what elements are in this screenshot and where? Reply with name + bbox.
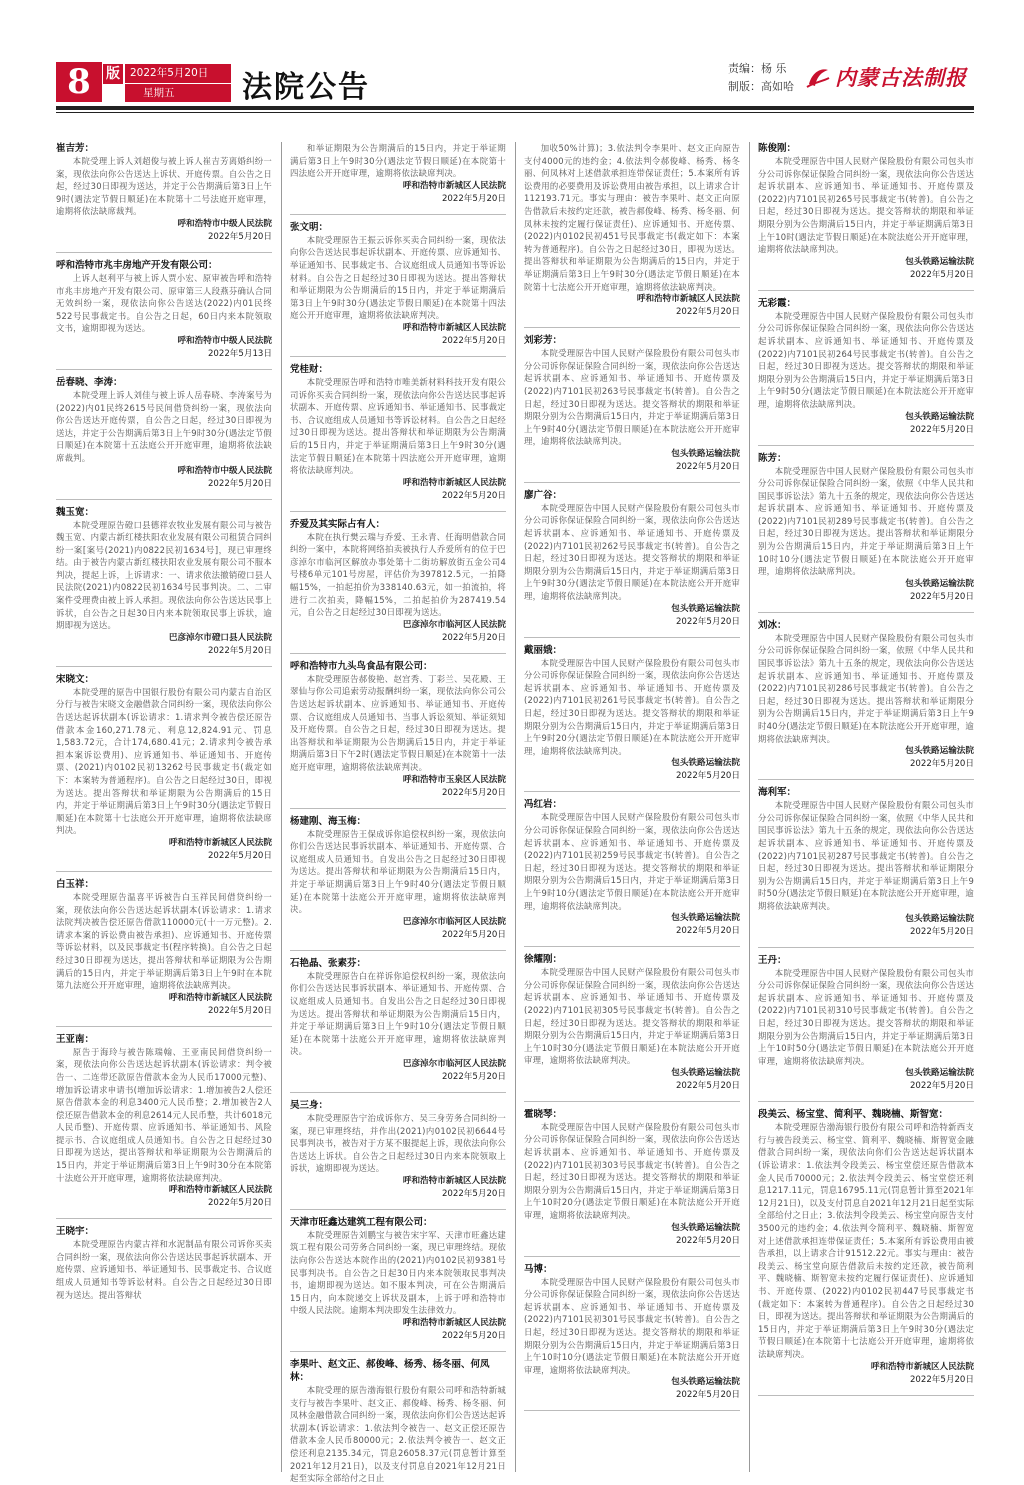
notice-body: 本院受理上诉人刘佳与被上诉人岳春晓、李涛案号为(2022)内01民终2615号民间借贷纠纷一案，现依法向你公告送达开庭传票，自公告之日起，经过30日即视为送达，并定于公告期满后第3日上午9时30分(遇法定节假日顺延)在本院第十五法庭公开开庭审理，逾期将依法缺席裁判。 xyxy=(56,389,272,463)
masthead-rule-thin xyxy=(56,112,974,113)
notice-separator xyxy=(290,214,506,215)
court-notice xyxy=(290,815,506,942)
notice-body: 本院受理的原告中国银行股份有限公司内蒙古自治区分行与被告宋晓文金融借款合同纠纷一案，现依法向你公告送达起诉状副本(诉讼请求：1.请求判令被告偿还原告借款本金160,271.78元、利息12,824.91元、罚息1,583.72元，合计174,680.41元；2.请求判令被告承担本案诉讼费用)、应诉通知书、举证通知书、开庭传票、(2021)内0102民初13262号民事裁定书(裁定如下：本案转为普通程序)。自公告之日起经过30日，即视为送达。提出答辩状和举证期限为公告期满后的15日内，并定于举证期满后第3日上午9时30分(遇法定节假日顺延)在本院第十七法庭公开开庭审理，逾期将依法缺席判决。 xyxy=(56,686,272,836)
notice-date: 2022年5月20日 xyxy=(909,1374,974,1385)
notice-court-name: 包头铁路运输法院 xyxy=(671,1377,740,1388)
notice-date: 2022年5月20日 xyxy=(207,478,272,489)
court-notice xyxy=(524,1263,740,1403)
notice-addressee: 戴丽娥： xyxy=(524,644,563,656)
notice-addressee: 段美云、杨宝堂、简利平、魏晓楠、斯智宽： xyxy=(758,1109,949,1121)
notice-court-name: 巴彦淖尔市临河区人民法院 xyxy=(402,1058,506,1069)
notice-court-name: 呼和浩特市新城区人民法院 xyxy=(168,1185,272,1196)
notice-body: 本院受理原告中国人民财产保险股份有限公司包头市分公司诉你保证保险合同纠纷一案，现依法向你公告送达起诉状副本、应诉通知书、举证通知书、开庭传票及(2022)内7101民初303号民事裁定书(转普)。自公告之日起，经过30日即视为送达。提交答辩状的期限和举证期限分别为公告期满后15日内，并定于举证期满后第3日上午10时20分(遇法定节假日顺延)在本院法庭公开开庭审理，逾期将依法缺席判决。 xyxy=(524,1121,740,1221)
court-notice xyxy=(290,660,506,800)
notice-body: 本院受理原告中国人民财产保险股份有限公司包头市分公司诉你保证保险合同纠纷一案，依照《中华人民共和国民事诉讼法》第九十五条的规定，现依法向你公告送达起诉状副本、应诉通知书、举证通知书、开庭传票及(2022)内7101民初289号民事裁定书(转普)。自公告之日起，经过30日即视为送达。提出答辩状和举证期限分别为公告期满后15日内，并定于举证期满后第3日上午10时10分(遇法定节假日顺延)在本院法庭公开开庭审理，逾期将依法缺席判决。 xyxy=(758,465,974,577)
notice-body: 本院受理原告王保成诉你追偿权纠纷一案，现依法向你们公告送达民事诉状副本、举证通知书、开庭传票、合议庭组成人员通知书。自发出公告之日起经过30日即视为送达。提出答辩状和举证期限为公告期满后15日内，并定于举证期满后第3日上午9时40分(遇法定节假日顺延)在本院第十法庭公开开庭审理，逾期将依法缺席判决。 xyxy=(290,828,506,915)
notice-separator xyxy=(524,1101,740,1102)
notice-separator xyxy=(524,1410,740,1411)
notice-date: 2022年5月20日 xyxy=(909,759,974,770)
notice-body: 本院受理原告渤海银行股份有限公司呼和浩特新西支行与被告段美云、杨宝堂、简利平、魏晓楠、斯智宽金融借款合同纠纷一案，现依法向你们公告送达起诉状副本(诉讼请求：1.依法判令段美云、杨宝堂偿还原告借款本金人民币70000元；2.依法判令段美云、杨宝堂偿还利息1217.11元，罚息16795.11元(罚息暂计算至2021年12月21日)，以及支付罚息自2021年12月21日起至实际全部给付之日止；3.依法判令段美云、杨宝堂向原告支付3500元的违约金；4.依法判令简利平、魏晓楠、斯智宽对上述借款承担连带保证责任；5.本案所有诉讼费用由被告承担，以上请求合计91512.22元。事实与理由：被告段美云、杨宝堂向原告借款后未按约定还款，被告简利平、魏晓楠、斯智宽未按约定履行保证责任)、应诉通知书、开庭传票、(2022)内0102民初447号民事裁定书(裁定如下：本案转为普通程序)。自公告之日起经过30日，即视为送达。提出答辩状和举证期限为公告期满后的15日内，并定于举证期满后第3日上午9时30分(遇法定节假日顺延)在本院第十七法庭公开开庭审理，逾期将依法缺席判决。 xyxy=(758,1122,974,1359)
notice-date: 2022年5月20日 xyxy=(441,1331,506,1342)
notice-body: 本院受理原告刘鹏宝与被告宋宇军、天津市旺鑫达建筑工程有限公司劳务合同纠纷一案，现已审理终结。现依法向你公告送达本院作出的(2021)内0102民初9381号民事判决书。自公告之日起30日内来本院领取民事判决书，逾期即视为送达。如不服本判决，可在公告期满后15日内，向本院递交上诉状及副本，上诉于呼和浩特市中级人民法院。逾期本判决即发生法律效力。 xyxy=(290,1229,506,1316)
court-notice xyxy=(56,259,272,361)
notice-court-name: 包头铁路运输法院 xyxy=(671,913,740,924)
notice-addressee: 徐耀刚： xyxy=(524,954,563,966)
notice-separator xyxy=(290,1092,506,1093)
notice-court-name: 包头铁路运输法院 xyxy=(905,578,974,589)
notice-body: 本院受理原告中国人民财产保险股份有限公司包头市分公司诉你保证保险合同纠纷一案，现依法向你公告送达起诉状副本、应诉通知书、举证通知书、开庭传票及(2022)内7101民初305号民事裁定书(转普)。自公告之日起，经过30日即视为送达。提交答辩状的期限和举证期限分别为公告期满后15日内，并定于举证期满后第3日上午10时30分(遇法定节假日顺延)在本院法庭公开开庭审理，逾期将依法缺席判决。 xyxy=(524,967,740,1066)
notice-addressee: 魏玉宽： xyxy=(56,506,95,518)
notice-date: 2022年5月20日 xyxy=(675,1390,740,1401)
notice-separator xyxy=(524,637,740,638)
court-notice xyxy=(290,957,506,1084)
notice-separator xyxy=(56,666,272,667)
notice-court-name: 包头铁路运输法院 xyxy=(905,913,974,924)
notice-body: 本院受理原告中国人民财产保险股份有限公司包头市分公司诉你保证保险合同纠纷一案，现依法向你公告送达起诉状副本、应诉通知书、举证通知书、开庭传票及(2022)内7101民初259号民事裁定书(转普)。自公告之日起，经过30日即视为送达。提交答辩状的期限和举证期限分别为公告期满后15日内，并定于举证期满后第3日上午9时10分(遇法定节假日顺延)在本院法庭公开开庭审理，逾期将依法缺席判决。 xyxy=(524,812,740,911)
notice-body: 和举证期限为公告期满后的15日内，并定于举证期满后第3日上午9时30分(遇法定节假日顺延)在本院第十四法庭公开开庭审理，逾期将依法缺席判决。 xyxy=(290,143,506,179)
court-notice xyxy=(56,673,272,863)
notice-addressee: 呼和浩特市九头鸟食品有限公司： xyxy=(290,660,433,672)
notice-court-name: 巴彦淖尔市临河区人民法院 xyxy=(402,916,506,927)
notice-court-name: 呼和浩特市中级人民法院 xyxy=(177,335,272,346)
notice-court-name: 包头铁路运输法院 xyxy=(905,746,974,757)
notice-court-name: 巴彦淖尔市临河区人民法院 xyxy=(402,619,506,630)
notice-date: 2022年5月20日 xyxy=(441,490,506,501)
court-notice xyxy=(56,506,272,658)
logo-text: 内蒙古法制报 xyxy=(835,65,967,90)
notice-addressee: 宋晓文： xyxy=(56,673,95,685)
notice-court-name: 呼和浩特市玉泉区人民法院 xyxy=(402,774,506,785)
court-notice xyxy=(524,334,740,474)
notice-date: 2022年5月20日 xyxy=(909,269,974,280)
notice-addressee: 刘彩芳： xyxy=(524,335,563,347)
notice-addressee: 杨建刚、海玉梅： xyxy=(290,815,367,827)
notice-court-name: 呼和浩特市新城区人民法院 xyxy=(402,477,506,488)
notice-body: 本院受理原告磴口县德祥农牧业发展有限公司与被告魏玉宽、内蒙古新红楼扶阳农业发展有限公司租赁合同纠纷一案[案号(2021)内0822民初1634号]，现已审理终结。由于被告内蒙古新红楼扶阳农业发展有限公司不服本判决，提起上诉，上诉请求：一、请求依法撤销磴口县人民法院(2021)内0822民初1634号民事判决。二、二审案件受理费由被上诉人承担。现依法向你公告送达民事上诉状，自公告之日起30日内来本院领取民事上诉状，逾期即视为送达。 xyxy=(56,519,272,631)
notice-separator xyxy=(56,369,272,370)
notice-court-name: 包头铁路运输法院 xyxy=(905,411,974,422)
notice-body: 本院受理原告郝俊艳、赵宫秀、丁彩兰、吴花殿、王翠仙与你公司追索劳动报酬纠纷一案，现依法向你公司公告送达起诉状副本、应诉通知书、举证通知书、开庭传票、合议庭组成人员通知书、当事人诉讼须知、举证须知及开庭传票。自公告之日起，经过30日即视为送达。提出答辩状和举证期限为公告期满后15日内，并定于举证期满后第3日下午2时(遇法定节假日顺延)在本院第十一法庭开庭审理，逾期将依法缺席判决。 xyxy=(290,673,506,772)
court-notice xyxy=(290,363,506,503)
notice-court-name: 包头铁路运输法院 xyxy=(905,1068,974,1079)
notice-separator xyxy=(524,1256,740,1257)
court-notice xyxy=(758,142,974,282)
notice-addressee: 天津市旺鑫达建筑工程有限公司： xyxy=(290,1216,433,1228)
notice-date: 2022年5月20日 xyxy=(207,231,272,242)
court-notice xyxy=(758,619,974,771)
notice-columns xyxy=(56,142,974,1484)
notice-court-name: 呼和浩特市中级人民法院 xyxy=(177,465,272,476)
masthead xyxy=(0,0,1024,136)
notice-addressee: 崔吉芳： xyxy=(56,143,95,154)
notice-separator xyxy=(524,791,740,792)
notice-addressee: 马博： xyxy=(524,1263,553,1275)
notice-addressee: 吴三身： xyxy=(290,1099,329,1111)
notice-body: 原告于海玲与被告陈瑞翰、王亚南民间借贷纠纷一案，现依法向你公告送达起诉状副本(诉讼请求：判令被告一、二连带还款原告借款本金为人民币17000元整)、增加诉讼请求申请书(增加诉讼请求：1.增加被告2人偿还原告借款本金的利息3400元人民币整；2.增加被告2人偿还原告借款本金的利息2614元人民币整，共计6018元人民币整)、开庭传票、应诉通知书、举证通知书、风险提示书、合议庭组成人员通知书。自公告之日起经过30日即视为送达，提出答辩状和举证期限为公告期满后的15日内，并定于举证期满后第3日上午9时30分在本院第十法庭公开开庭审理，逾期将依法缺席判决。 xyxy=(56,1046,272,1183)
notice-addressee: 王亚南： xyxy=(56,1033,95,1045)
notice-body: 本院受理原告宁治成诉你方、吴三身劳务合同纠纷一案，现已审理终结，并作出(2021)内0102民初6644号民事判决书，被告对于方某不服提起上诉，现依法向你公告送达上诉状。自公告之日起经过30日内来本院领取上诉状，逾期即视为送达。 xyxy=(290,1112,506,1174)
notice-court-name: 包头铁路运输法院 xyxy=(671,448,740,459)
notice-date: 2022年5月20日 xyxy=(441,632,506,643)
notice-body: 本院受理原告中国人民财产保险股份有限公司包头市分公司诉你保证保险合同纠纷一案，依照《中华人民共和国民事诉讼法》第九十五条的规定，现依法向你公告送达起诉状副本、应诉通知书、举证通知书、开庭传票及(2022)内7101民初287号民事裁定书(转普)。自公告之日起，经过30日即视为送达。提出答辩状和举证期限分别为公告期满后15日内，并定于举证期满后第3日上午9时50分(遇法定节假日顺延)在本院法庭公开开庭审理，逾期将依法缺席判决。 xyxy=(758,800,974,911)
notice-separator xyxy=(290,950,506,951)
court-notice xyxy=(524,1108,740,1248)
notice-body: 本院在执行樊云瑞与乔爱、王永青、任海明借款合同纠纷一案中，本院将网络拍卖被执行人乔爱所有的位于巴彦淖尔市临河区解放办事处第十二街坊解放街五金公司4号楼6单元101号房屋，评估价为397812.5元，一拍降幅15%，一拍起拍价为338140.63元，如一拍流拍，将进行二次拍卖，降幅15%，二拍起拍价为287419.54元，自公告之日起经过30日即视为送达。 xyxy=(290,531,506,618)
notice-court-name: 呼和浩特市新城区人民法院 xyxy=(402,322,506,333)
newspaper-logo xyxy=(805,62,967,92)
producer-credit: 制版：高如哈 xyxy=(728,80,794,93)
notice-court-name: 呼和浩特市新城区人民法院 xyxy=(168,992,272,1003)
notice-body: 本院受理原告中国人民财产保险股份有限公司包头市分公司诉你保证保险合同纠纷一案，现依法向你公告送达起诉状副本、应诉通知书、举证通知书、开庭传票及(2022)内7101民初264号民事裁定书(转普)。自公告之日起，经过30日即视为送达。提交答辩状的期限和举证期限分别为公告期满后15日内，并定于举证期满后第3日上午9时50分(遇法定节假日顺延)在本院法庭公开开庭审理，逾期将依法缺席判决。 xyxy=(758,310,974,409)
notice-date: 2022年5月20日 xyxy=(675,926,740,937)
court-notice xyxy=(524,798,740,938)
notice-date: 2022年5月20日 xyxy=(207,1198,272,1209)
notice-addressee: 无彩霞： xyxy=(758,297,797,309)
notice-body: 加收50%计算)；3.依法判令李果叶、赵文正向原告支付4000元的违约金；4.依法判令郝俊峰、杨秀、杨冬丽、何凤林对上述借款承担连带保证责任；5.本案所有诉讼费用的必要费用及诉讼费用由被告承担，以上请求合计112193.71元。事实与理由：被告李果叶、赵文正向原告借款后未按约定还款，被告郝俊峰、杨秀、杨冬丽、何凤林未按约定履行保证责任)、应诉通知书、开庭传票、(2022)内0102民初451号民事裁定书(裁定如下：本案转为普通程序)。自公告之日起经过30日，即视为送达。提出答辩状和举证期限为公告期满后的15日内，并定于举证期满后第3日上午9时30分(遇法定节假日顺延)在本院第十七法庭公开开庭审理，逾期将依法缺席判决。 xyxy=(524,143,740,292)
notice-separator xyxy=(290,1209,506,1210)
publication-weekday: 星期五 xyxy=(125,84,231,102)
notice-separator xyxy=(56,499,272,500)
court-notice xyxy=(524,489,740,629)
notice-separator xyxy=(758,290,974,291)
notice-addressee: 王晓宇： xyxy=(56,1226,95,1238)
notice-date: 2022年5月20日 xyxy=(909,424,974,435)
court-notice xyxy=(290,1216,506,1343)
notice-date: 2022年5月20日 xyxy=(207,1005,272,1016)
notice-date: 2022年5月20日 xyxy=(441,335,506,346)
logo-emblem-icon xyxy=(805,64,831,90)
notice-court-name: 呼和浩特市新城区人民法院 xyxy=(636,294,740,305)
court-notice xyxy=(758,954,974,1094)
notice-date: 2022年5月20日 xyxy=(441,929,506,940)
notice-addressee: 党桂财： xyxy=(290,363,329,375)
court-notice xyxy=(290,518,506,645)
notice-separator xyxy=(758,1101,974,1102)
notice-addressee: 廖广谷： xyxy=(524,489,563,501)
notice-date: 2022年5月20日 xyxy=(909,926,974,937)
notice-separator xyxy=(758,779,974,780)
notice-separator xyxy=(524,327,740,328)
notice-addressee: 陈俊刚： xyxy=(758,143,797,154)
notice-separator xyxy=(758,947,974,948)
notice-date: 2022年5月20日 xyxy=(207,645,272,656)
notice-addressee: 张文明： xyxy=(290,221,329,233)
column-1 xyxy=(56,142,272,1472)
notice-addressee: 呼和浩特市兆丰房地产开发有限公司： xyxy=(56,259,218,271)
notice-addressee: 刘冰： xyxy=(758,619,787,631)
notice-date: 2022年5月13日 xyxy=(207,348,272,359)
notice-date: 2022年5月20日 xyxy=(441,1188,506,1199)
notice-body: 本院受理的原告渤海银行股份有限公司呼和浩特新城支行与被告李果叶、赵文正、郝俊峰、杨秀、杨冬丽、何凤林金融借款合同纠纷一案，现依法向你们公告送达起诉状副本(诉讼请求：1.依法判令被告一、赵文正偿还原告借款本金人民币80000元；2.依法判令被告一、赵文正偿还利息2135.34元，罚息26058.37元(罚息暂计算至2021年12月21日)，以及支付罚息自2021年12月21日起至实际全部给付之日止 xyxy=(290,1385,506,1484)
court-notice xyxy=(524,142,740,319)
section-title: 法院公告 xyxy=(242,70,370,105)
notice-addressee: 白玉祥： xyxy=(56,878,95,890)
notice-separator xyxy=(290,653,506,654)
notice-separator xyxy=(524,482,740,483)
notice-separator xyxy=(56,1218,272,1219)
notice-separator xyxy=(290,808,506,809)
notice-body: 本院受理原告白在祥诉你追偿权纠纷一案，现依法向你们公告送达民事诉状副本、举证通知书、开庭传票、合议庭组成人员通知书。自发出公告之日起经过30日即视为送达。提出答辩状和举证期限为公告期满后15日内，并定于举证期满后第3日上午9时10分(遇法定节假日顺延)在本院第十法庭公开开庭审理，逾期将依法缺席判决。 xyxy=(290,970,506,1057)
notice-body: 本院受理原告中国人民财产保险股份有限公司包头市分公司诉你保证保险合同纠纷一案，现依法向你公告送达起诉状副本、应诉通知书、举证通知书、开庭传票及(2022)内7101民初263号民事裁定书(转普)。自公告之日起，经过30日即视为送达。提交答辩状的期限和举证期限分别为公告期满后15日内，并定于举证期满后第3日上午9时40分(遇法定节假日顺延)在本院法庭公开开庭审理，逾期将依法缺席判决。 xyxy=(524,348,740,447)
notice-separator xyxy=(56,252,272,253)
notice-court-name: 包头铁路运输法院 xyxy=(671,603,740,614)
notice-court-name: 呼和浩特市新城区人民法院 xyxy=(402,1318,506,1329)
court-notice xyxy=(758,297,974,437)
column-2 xyxy=(290,142,506,1484)
notice-separator xyxy=(290,1351,506,1352)
notice-court-name: 包头铁路运输法院 xyxy=(905,256,974,267)
notice-addressee: 岳春晓、李涛： xyxy=(56,376,123,388)
notice-court-name: 呼和浩特市新城区人民法院 xyxy=(168,837,272,848)
notice-court-name: 呼和浩特市新城区人民法院 xyxy=(402,1175,506,1186)
court-notice xyxy=(524,953,740,1093)
column-4 xyxy=(758,142,974,1472)
notice-addressee: 石艳晶、张素芬： xyxy=(290,957,367,969)
editor-credit: 责编：杨 乐 xyxy=(728,62,787,75)
notice-date: 2022年5月20日 xyxy=(207,850,272,861)
court-notice xyxy=(290,142,506,206)
court-notice xyxy=(524,644,740,784)
notice-court-name: 呼和浩特市中级人民法院 xyxy=(177,218,272,229)
column-3 xyxy=(524,142,740,1472)
notice-separator xyxy=(758,1395,974,1396)
notice-court-name: 巴彦淖尔市磴口县人民法院 xyxy=(168,632,272,643)
notice-body: 本院受理上诉人刘超俊与被上诉人崔吉芳离婚纠纷一案，现依法向你公告送达上诉状、开庭传票。自公告之日起，经过30日即视为送达，并定于公告期满后第3日上午9时(遇法定节假日顺延)在本院第十二号法庭开庭审理，逾期将依法缺席裁判。 xyxy=(56,156,272,217)
notice-addressee: 冯红岩： xyxy=(524,799,563,811)
notice-separator xyxy=(56,871,272,872)
notice-body: 本院受理原告中国人民财产保险股份有限公司包头市分公司诉你保证保险合同纠纷一案，现依法向你公告送达起诉状副本、应诉通知书、举证通知书、开庭传票及(2022)内7101民初301号民事裁定书(转普)。自公告之日起，经过30日即视为送达。提交答辩状的期限和举证期限分别为公告期满后15日内，并定于举证期满后第3日上午10时10分(遇法定节假日顺延)在本院法庭公开开庭审理，逾期将依法缺席判决。 xyxy=(524,1276,740,1375)
notice-addressee: 李果叶、赵文正、郝俊峰、杨秀、杨冬丽、何凤林： xyxy=(290,1359,490,1384)
masthead-rule-thick xyxy=(56,106,974,110)
notice-body: 本院受理原告呼和浩特市唯美新材料科技开发有限公司诉你买卖合同纠纷一案，现依法向你公告送达民事起诉状副本、开庭传票、应诉通知书、举证通知书、民事裁定书、合议庭组成人员通知书等诉讼材料。自公告之日起经过30日即视为送达。提出答辩状和举证期限为公告期满后的15日内，并定于举证期满后第3日上午9时30分(遇法定节假日顺延)在本院第十四法庭公开开庭审理，逾期将依法缺席判决。 xyxy=(290,376,506,476)
notice-date: 2022年5月20日 xyxy=(675,616,740,627)
notice-separator xyxy=(758,445,974,446)
notice-body: 上诉人赵利平与被上诉人贾小宏、原审被告呼和浩特市兆丰房地产开发有限公司、原审第三人段燕芬确认合同无效纠纷一案，现依法向你公告送达(2022)内01民终522号民事裁定书。自公告之日起，60日内来本院领取文书，逾期即视为送达。 xyxy=(56,272,272,334)
notice-body: 本院受理原告王振云诉你买卖合同纠纷一案，现依法向你公告送达民事起诉状副本、开庭传票、应诉通知书、举证通知书、民事裁定书、合议庭组成人员通知书等诉讼材料。自公告之日起经过30日即视为送达。提出答辩状和举证期限为公告期满后的15日内，并定于举证期满后第3日上午9时30分(遇法定节假日顺延)在本院第十四法庭公开开庭审理，逾期将依法缺席判决。 xyxy=(290,234,506,321)
court-notice xyxy=(290,221,506,348)
notice-date: 2022年5月20日 xyxy=(675,461,740,472)
publication-date: 2022年5月20日 xyxy=(125,64,231,83)
notice-date: 2022年5月20日 xyxy=(675,1235,740,1246)
notice-court-name: 包头铁路运输法院 xyxy=(671,758,740,769)
notice-court-name: 呼和浩特市新城区人民法院 xyxy=(870,1361,974,1372)
notice-date: 2022年5月20日 xyxy=(675,771,740,782)
notice-addressee: 王丹： xyxy=(758,954,787,966)
notice-date: 2022年5月20日 xyxy=(909,1081,974,1092)
notice-body: 本院受理原告中国人民财产保险股份有限公司包头市分公司诉你保证保险合同纠纷一案，现依法向你公告送达起诉状副本、应诉通知书、举证通知书、开庭传票及(2022)内7101民初310号民事裁定书(转普)。自公告之日起，经过30日即视为送达。提交答辩状的期限和举证期限分别为公告期满后15日内，并定于举证期满后第3日上午10时50分(遇法定节假日顺延)在本院法庭公开开庭审理，逾期将依法缺席判决。 xyxy=(758,967,974,1066)
notice-date: 2022年5月20日 xyxy=(441,193,506,204)
court-notice xyxy=(56,142,272,244)
page-number: 8 xyxy=(56,62,102,102)
notice-date: 2022年5月20日 xyxy=(675,1080,740,1091)
notice-separator xyxy=(290,511,506,512)
court-notice xyxy=(290,1358,506,1485)
court-notice xyxy=(56,1225,272,1301)
notice-court-name: 呼和浩特市新城区人民法院 xyxy=(402,180,506,191)
court-notice xyxy=(758,1108,974,1386)
notice-body: 本院受理原告中国人民财产保险股份有限公司包头市分公司诉你保证保险合同纠纷一案，现依法向你公告送达起诉状副本、应诉通知书、举证通知书、开庭传票及(2022)内7101民初265号民事裁定书(转普)。自公告之日起，经过30日即视为送达。提交答辩状的期限和举证期限分别为公告期满后15日内，并定于举证期满后第3日上午10时(遇法定节假日顺延)在本院法庭公开开庭审理，逾期将依法缺席判决。 xyxy=(758,156,974,255)
court-notice xyxy=(56,1033,272,1211)
notice-court-name: 包头铁路运输法院 xyxy=(671,1067,740,1078)
notice-addressee: 乔爱及其实际占有人： xyxy=(290,518,386,530)
notice-body: 本院受理原告内蒙古祥和水泥制品有限公司诉你买卖合同纠纷一案，现依法向你公告送达民事起诉状副本、开庭传票、应诉通知书、举证通知书、民事裁定书、合议庭组成人员通知书等诉讼材料。自公告之日起经过30日即视为送达。提出答辩状 xyxy=(56,1239,272,1300)
notice-separator xyxy=(56,1026,272,1027)
page-label: 版 xyxy=(103,64,123,84)
court-notice xyxy=(290,1099,506,1201)
notice-separator xyxy=(524,946,740,947)
notice-separator xyxy=(290,356,506,357)
notice-separator xyxy=(758,612,974,613)
notice-court-name: 包头铁路运输法院 xyxy=(671,1222,740,1233)
notice-body: 本院受理原告中国人民财产保险股份有限公司包头市分公司诉你保证保险合同纠纷一案，现依法向你公告送达起诉状副本、应诉通知书、举证通知书、开庭传票及(2022)内7101民初262号民事裁定书(转普)。自公告之日起，经过30日即视为送达。提交答辩状的期限和举证期限分别为公告期满后15日内，并定于举证期满后第3日上午9时30分(遇法定节假日顺延)在本院法庭公开开庭审理，逾期将依法缺席判决。 xyxy=(524,502,740,602)
notice-date: 2022年5月20日 xyxy=(441,1071,506,1082)
notice-addressee: 海利军： xyxy=(758,787,797,799)
court-notice xyxy=(758,786,974,938)
notice-date: 2022年5月20日 xyxy=(675,307,740,318)
notice-body: 本院受理原告中国人民财产保险股份有限公司包头市分公司诉你保证保险合同纠纷一案，依照《中华人民共和国民事诉讼法》第九十五条的规定，现依法向你公告送达起诉状副本、应诉通知书、举证通知书、开庭传票及(2022)内7101民初286号民事裁定书(转普)。自公告之日起，经过30日即视为送达。提出答辩状和举证期限分别为公告期满后15日内，并定于举证期满后第3日上午9时40分(遇法定节假日顺延)在本院法庭公开开庭审理，逾期将依法缺席判决。 xyxy=(758,632,974,744)
notice-body: 本院受理原告温喜平诉被告白玉祥民间借贷纠纷一案，现依法向你公告送达起诉状副本(诉讼请求：1.请求法院判决被告偿还原告借款110000元(十一万元整)。2.请求本案的诉讼费由被告承担)、应诉通知书、开庭传票等诉讼材料，以及民事裁定书(程序转换)。自公告之日起经过30日即视为送达，提出答辩状和举证期限为公告期满后的15日内，并定于举证期满后第3日上午9时在本院第九法庭公开开庭审理，逾期将依法缺席判决。 xyxy=(56,891,272,991)
notice-addressee: 陈芳： xyxy=(758,452,787,464)
notice-date: 2022年5月20日 xyxy=(441,787,506,798)
court-notice xyxy=(56,878,272,1018)
court-notice xyxy=(758,452,974,604)
notice-date: 2022年5月20日 xyxy=(909,591,974,602)
notice-addressee: 霍晓琴： xyxy=(524,1108,563,1120)
notice-body: 本院受理原告中国人民财产保险股份有限公司包头市分公司诉你保证保险合同纠纷一案，现依法向你公告送达起诉状副本、应诉通知书、举证通知书、开庭传票及(2022)内7101民初261号民事裁定书(转普)。自公告之日起，经过30日即视为送达。提交答辩状的期限和举证期限分别为公告期满后15日内，并定于举证期满后第3日上午9时20分(遇法定节假日顺延)在本院法庭公开开庭审理，逾期将依法缺席判决。 xyxy=(524,657,740,756)
court-notice xyxy=(56,376,272,491)
